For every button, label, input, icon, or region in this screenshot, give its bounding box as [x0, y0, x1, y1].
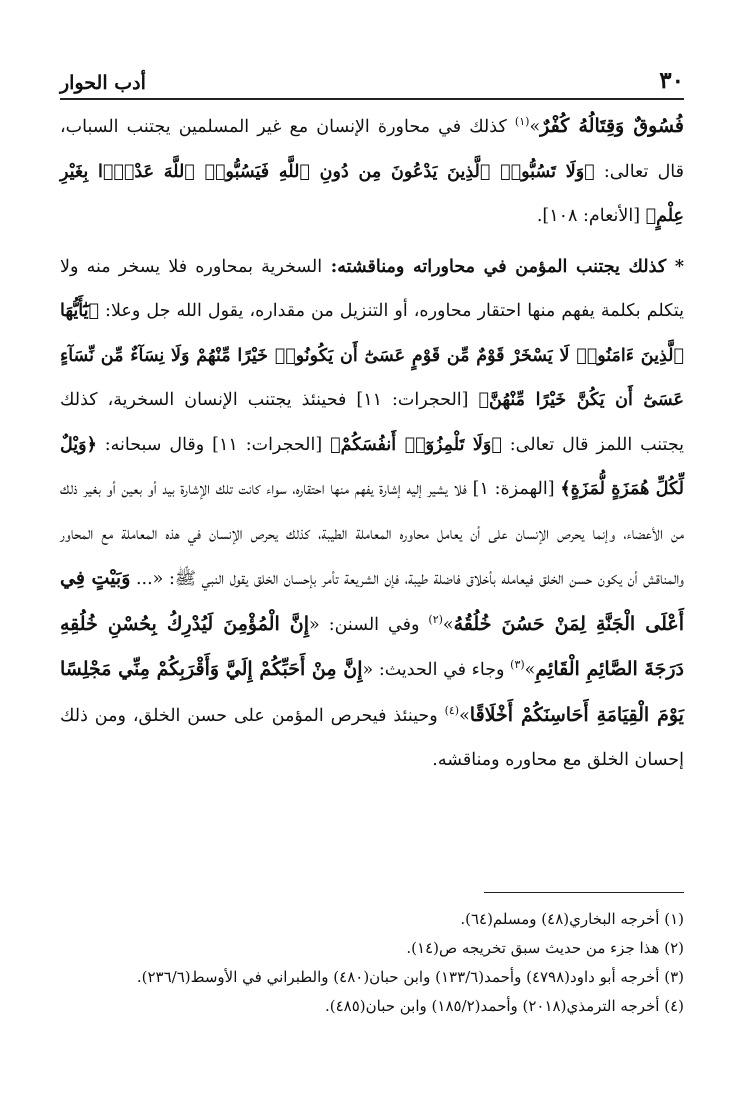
footnote-4: (٤) أخرجه الترمذي(٢٠١٨) وأحمد(١٨٥/٢) وابن حبان(٤٨٥).: [324, 997, 684, 1015]
paragraph-2: [60, 245, 684, 783]
quran-verse: ﴿وَلَا تَلْمِزُوٓا۟ أَنفُسَكُمْ﴾: [330, 434, 502, 455]
prose-text: السخرية بمحاوره فلا يسخر منه ولا يتكلم بكلمة يفهم منها احتقار محاوره، أو التنزيل من مقداره، يقول الله جل وعلا:: [60, 256, 684, 321]
footnote-ref-2: (٢): [428, 612, 443, 626]
prose-text: كذلك في محاورة الإنسان مع غير المسلمين يجتنب السباب، قال تعالى:: [60, 117, 685, 182]
prose-text: [الهمزة: ١] فلا يشير إليه إشارة يفهم منها احتقاره، سواء كانت تلك الإشارة بيد أو بعين أو بغير ذلك من الأعضاء، وإنما يحرص الإنسان على أن يعامل محاوره المعاملة الطيبة، كذلك يحرص الإنسان في هذه المعاملة مع المحاور والمناقش أن يكون حسن الخلق فيعامله بأخلاق فاضلة طيبة، فإن الشريعة تأمر بإحسان الخلق يقول النبي ﷺ: «...: [60, 479, 684, 589]
page-header: [60, 58, 684, 100]
footnote-ref-4: (٤): [444, 703, 460, 717]
quote-close: »: [529, 117, 541, 137]
quran-verse: ﴿وَلَا تَسُبُّوا۟ ٱلَّذِينَ يَدْعُونَ مِن دُونِ ٱللَّهِ فَيَسُبُّوا۟ ٱللَّهَ عَدْوًۢا بِغَيْرِ عِلْمٍ﴾: [60, 161, 684, 226]
footnote-ref-3: (٣): [510, 658, 525, 672]
verse-reference: [الحجرات: ١١] وقال سبحانه:: [96, 434, 331, 455]
paragraph-1: [60, 104, 684, 239]
footnote-divider: [484, 892, 684, 893]
prose-text: وجاء في الحديث: «: [362, 660, 511, 680]
hadith-text: فُسُوقٌ وَقِتَالُهُ كُفْرٌ: [540, 115, 684, 137]
section-heading: * كذلك يجتنب المؤمن في محاوراته ومناقشته:: [322, 256, 684, 277]
prose-text: [الحجرات: ١١] فحينئذ يجتنب الإنسان السخرية، كذلك يجتنب اللمز قال تعالى:: [60, 390, 685, 455]
running-title: أدب الحوار: [60, 72, 146, 94]
prose-text: وحينئذ فيحرص المؤمن على حسن الخلق، ومن ذلك إحسان الخلق مع محاوره ومناقشه.: [60, 705, 684, 770]
hadith-text: إِنَّ مِنْ أَحَبِّكُمْ إِلَيَّ وَأَقْرَبِكُمْ مِنِّي مَجْلِسًا يَوْمَ الْقِيَامَةِ أَحَاسِنَكُمْ أَخْلَاقًا: [60, 658, 684, 726]
quran-verse: ﴿يَٰٓأَيُّهَا ٱلَّذِينَ ءَامَنُوا۟ لَا يَسْخَرْ قَوْمٌ مِّن قَوْمٍ عَسَىٰٓ أَن يَكُونُوا۟ خَيْرًا مِّنْهُمْ وَلَا نِسَآءٌ مِّن نِّسَآءٍ عَسَىٰٓ أَن يَكُنَّ خَيْرًا مِّنْهُنَّ﴾: [60, 301, 684, 410]
footnote-2: (٢) هذا جزء من حديث سبق تخريجه ص(١٤).: [406, 939, 684, 957]
hadith-text: وَبَيْتٍ فِي أَعْلَى الْجَنَّةِ لِمَنْ حَسُنَ خُلُقُهُ: [60, 567, 684, 635]
footnote-ref-1: (١): [514, 115, 530, 129]
footnotes: [60, 905, 684, 1021]
main-text: [60, 104, 684, 783]
quote-close: »: [524, 660, 536, 680]
page-number: ٣٠: [659, 67, 684, 94]
quote-close: »: [459, 705, 470, 726]
hadith-text: إِنَّ الْمُؤْمِنَ لَيُدْرِكُ بِحُسْنِ خُلُقِهِ دَرَجَةَ الصَّائِمِ الْقَائِمِ: [60, 612, 685, 680]
footnote-3: (٣) أخرجه أبو داود(٤٧٩٨) وأحمد(١٣٣/٦) وابن حبان(٤٨٠) والطبراني في الأوسط(٢٣٦/٦).: [136, 968, 684, 986]
verse-reference: [الأنعام: ١٠٨].: [536, 206, 646, 226]
prose-text: وفي السنن: «: [309, 614, 429, 635]
quote-close: »: [442, 614, 454, 635]
footnote-1: (١) أخرجه البخاري(٤٨) ومسلم(٦٤).: [460, 910, 684, 928]
quran-verse: ﴿وَيْلٌ لِّكُلِّ هُمَزَةٍ لُّمَزَةٍ﴾: [60, 434, 684, 499]
